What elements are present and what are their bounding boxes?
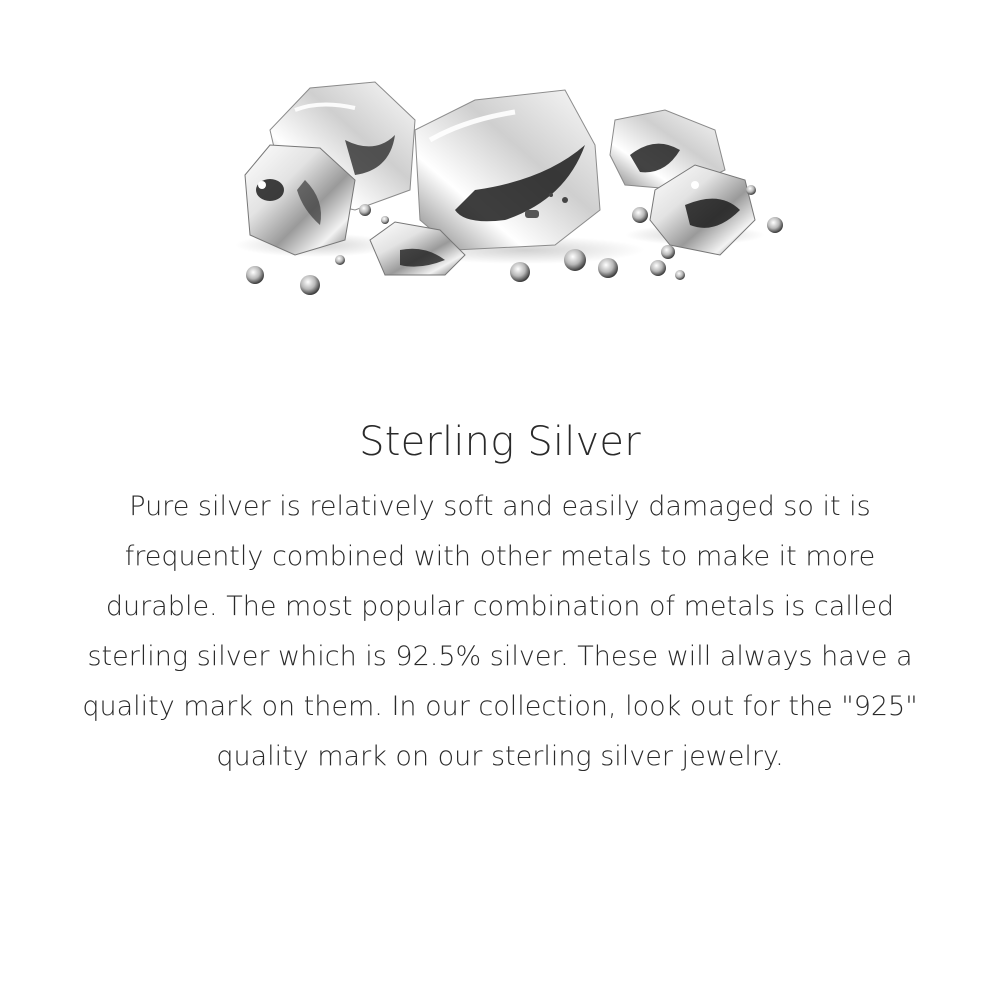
silver-nugget xyxy=(415,90,600,250)
description-text: Pure silver is relatively soft and easily damaged so it is frequently combined with other metals to make it more durable. The most popular combination of metals is called sterling silver which is 92.5% silver. These will always have a quality mark on them. In our collection, look out for the "925" quality mark on our sterling silver jewelry. xyxy=(82,491,918,772)
silver-nuggets-illustration xyxy=(225,60,795,310)
page-title: Sterling Silver xyxy=(359,419,641,465)
content-block xyxy=(60,412,940,782)
silver-nuggets-image xyxy=(225,60,795,310)
